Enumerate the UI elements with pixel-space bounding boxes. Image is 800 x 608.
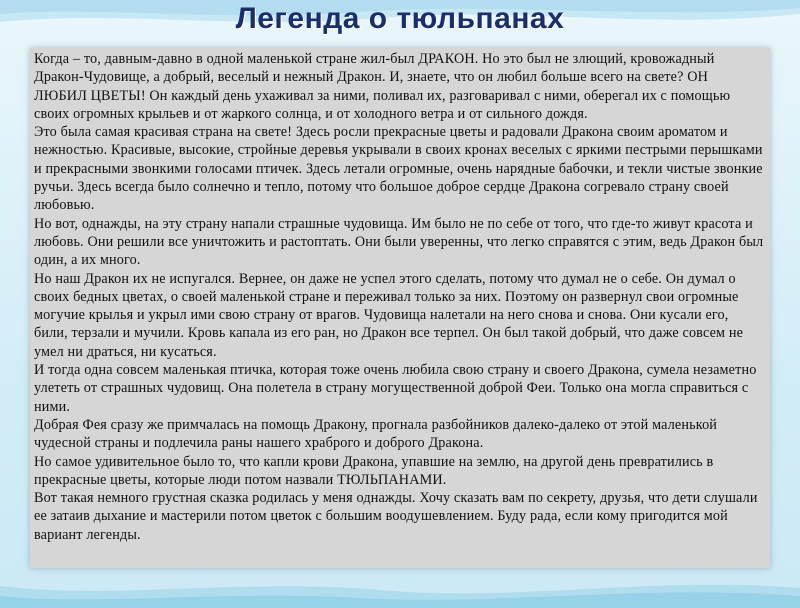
bottom-wave-decoration [0,572,800,608]
story-paragraph-1: Когда – то, давным-давно в одной маленькой стране жил-был ДРАКОН. Но это был не злющий, кровожадный Дракон-Чудовище, а добрый, веселый и нежный Дракон. И, знаете, что он любил больше всего на свете? ОН ЛЮБИЛ ЦВЕТЫ! Он каждый день ухаживал за ними, поливал их, разговаривал с ними, оберегал их с помощью своих огромных крыльев и от жаркого солнца, и от холодного ветра и от сильного дождя. [34,51,731,122]
story-body [34,50,764,544]
story-paragraph-2: Это была самая красивая страна на свете! Здесь росли прекрасные цветы и радовали Дракона своим ароматом и нежностью. Красивые, высокие, стройные деревья укрывали в своих кронах веселых с яркими пестрыми перышками и прекрасными звонкими голосами птичек. Здесь летали огромные, очень нарядные бабочки, и текли чистые звонкие ручьи. Здесь всегда было солнечно и тепло, потому что большое доброе сердце Дракона согревало страну своей любовью. [34,124,763,214]
story-paragraph-4: Но наш Дракон их не испугался. Вернее, он даже не успел этого сделать, потому что думал не о себе. Он думал о своих бедных цветах, о своей маленькой стране и переживал только за них. Поэтому он развернул свои огромные могучие крылья и укрыл ими свою страну от врагов. Чудовища налетали на него снова и снова. Они кусали его, били, терзали и мучили. Кровь капала из его ран, но Дракон все терпел. Он был такой добрый, что даже совсем не умел ни драться, ни кусаться. [34,270,744,360]
story-paragraph-7: Но самое удивительное было то, что капли крови Дракона, упавшие на землю, на другой день превратились в прекрасные цветы, которые люди потом назвали ТЮЛЬПАНАМИ. [34,453,714,488]
page-title: Легенда о тюльпанах [235,2,565,35]
story-paragraph-6: Добрая Фея сразу же примчалась на помощь Дракону, прогнала разбойников далеко-далеко от этой маленькой чудесной страны и подлечила раны нашего храброго и доброго Дракона. [34,416,718,452]
story-paragraph-8: Вот такая немного грустная сказка родилась у меня однажды. Хочу сказать вам по секрету, друзья, что дети слушали ее затаив дыхание и мастерили потом цветок с большим воодушевлением. Буду рада, если кому пригодится мой вариант легенды. [34,490,758,543]
story-paragraph-5: И тогда одна совсем маленькая птичка, которая тоже очень любила свою страну и своего Дракона, сумела незаметно улететь от страшных чудовищ. Она полетела в страну могущественной доброй Феи. Только она могла справиться с ними. [34,362,757,415]
story-paragraph-3: Но вот, однажды, на эту страну напали страшные чудовища. Им было не по себе от того, что где-то живут красота и любовь. Они решили все уничтожить и растоптать. Они были уверенны, что легко справятся с этим, ведь Дракон был один, а их много. [34,215,764,269]
